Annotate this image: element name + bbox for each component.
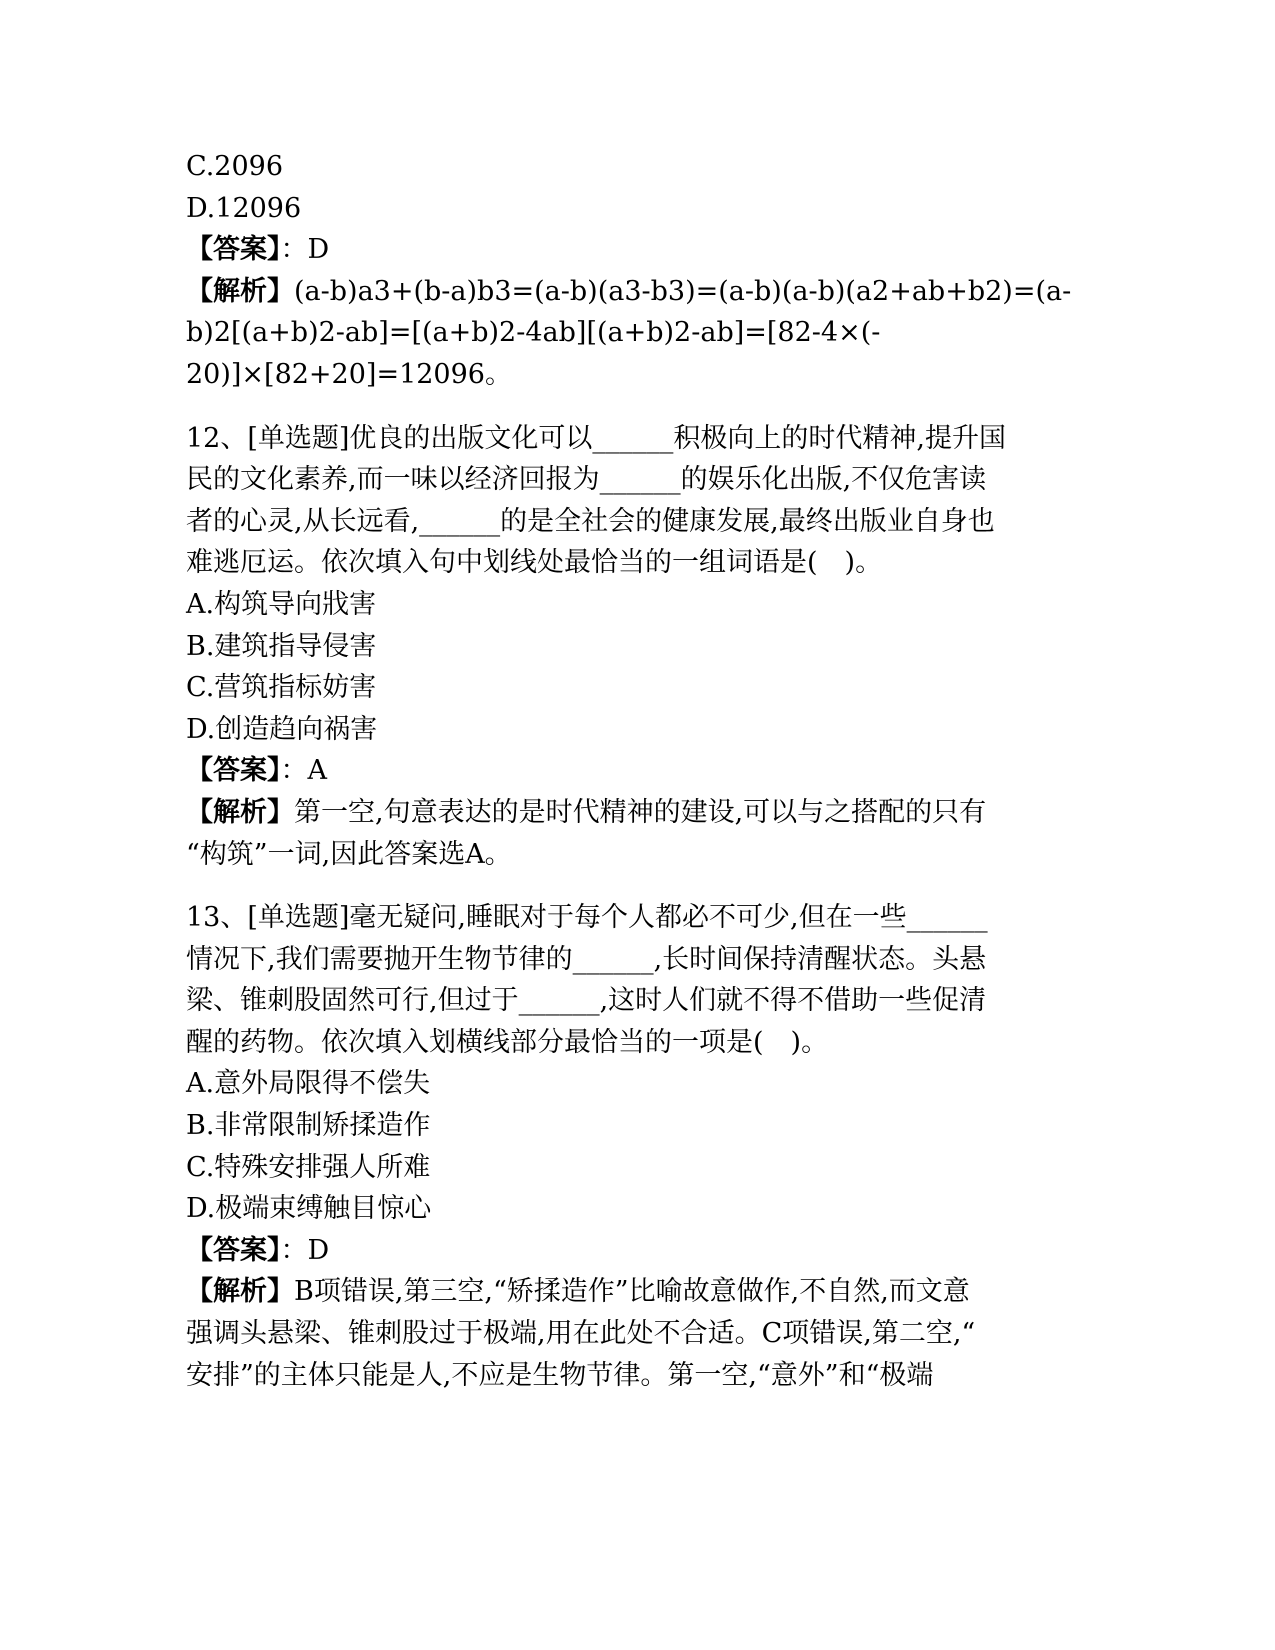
option-a: A.构筑导向戕害: [186, 588, 377, 620]
option-a: A.意外局限得不偿失: [186, 1068, 431, 1100]
question-stem: 梁、锥刺股固然可行,但过于______,这时人们就不得不借助一些促清: [186, 985, 987, 1017]
analysis-text: 第一空,句意表达的是时代精神的建设,可以与之搭配的只有: [294, 796, 987, 828]
question-12: [186, 418, 1086, 876]
analysis-text: b)2[(a+b)2-ab]=[(a+b)2-4ab][(a+b)2-ab]=[82-4×(-: [186, 317, 881, 349]
option-d: D.极端束缚触目惊心: [186, 1193, 432, 1225]
analysis-text: (a-b)a3+(b-a)b3=(a-b)(a3-b3)=(a-b)(a-b)(a2+ab+b2)=(a-: [294, 275, 1072, 307]
answer-label: 【答案】: [186, 234, 281, 266]
question-stem: 民的文化素养,而一味以经济回报为______的娱乐化出版,不仅危害读: [186, 464, 987, 496]
answer-label: 【答案】: [186, 755, 281, 787]
option-c: C.特殊安排强人所难: [186, 1151, 431, 1183]
answer-label: 【答案】: [186, 1234, 281, 1266]
question-stem: 情况下,我们需要抛开生物节律的______,长时间保持清醒状态。头悬: [186, 943, 987, 975]
option-d: D.12096: [186, 192, 302, 224]
analysis-line: [186, 792, 1086, 834]
question-stem: 12、[单选题]优良的出版文化可以______积极向上的时代精神,提升国: [186, 422, 1007, 454]
question-13: [186, 897, 1086, 1396]
spacer: [186, 875, 1086, 897]
option-c: C.营筑指标妨害: [186, 672, 377, 704]
question-11-tail: [186, 146, 1086, 396]
answer-line: [186, 1230, 1086, 1272]
spacer: [186, 396, 1086, 418]
analysis-text: “构筑”一词,因此答案选A。: [186, 838, 512, 870]
answer-sep: ：: [280, 234, 308, 266]
analysis-text: 20)]×[82+20]=12096。: [186, 358, 512, 390]
analysis-text: B项错误,第三空,“矫揉造作”比喻故意做作,不自然,而文意: [294, 1276, 970, 1308]
answer-value: D: [307, 234, 330, 266]
analysis-label: 【解析】: [186, 1276, 294, 1308]
analysis-label: 【解析】: [186, 275, 294, 307]
question-stem: 者的心灵,从长远看,______的是全社会的健康发展,最终出版业自身也: [186, 505, 995, 537]
option-b: B.建筑指导侵害: [186, 630, 377, 662]
answer-line: [186, 229, 1086, 271]
option-c: C.2096: [186, 151, 283, 182]
analysis-text: 安排”的主体只能是人,不应是生物节律。第一空,“意外”和“极端: [186, 1359, 934, 1391]
analysis-line: [186, 1271, 1086, 1313]
answer-sep: ：: [280, 755, 308, 787]
analysis-text: 强调头悬梁、锥刺股过于极端,用在此处不合适。C项错误,第二空,“: [186, 1318, 976, 1350]
answer-value: A: [307, 755, 327, 787]
option-d: D.创造趋向祸害: [186, 713, 378, 745]
page-content: [186, 146, 1086, 1396]
question-stem: 13、[单选题]毫无疑问,睡眠对于每个人都必不可少,但在一些______: [186, 902, 988, 934]
answer-line: [186, 750, 1086, 792]
answer-sep: ：: [280, 1234, 308, 1266]
answer-value: D: [307, 1234, 330, 1266]
question-stem: 醒的药物。依次填入划横线部分最恰当的一项是( )。: [186, 1026, 829, 1058]
question-stem: 难逃厄运。依次填入句中划线处最恰当的一组词语是( )。: [186, 547, 883, 579]
analysis-line: [186, 271, 1086, 313]
option-b: B.非常限制矫揉造作: [186, 1110, 431, 1142]
analysis-label: 【解析】: [186, 796, 294, 828]
